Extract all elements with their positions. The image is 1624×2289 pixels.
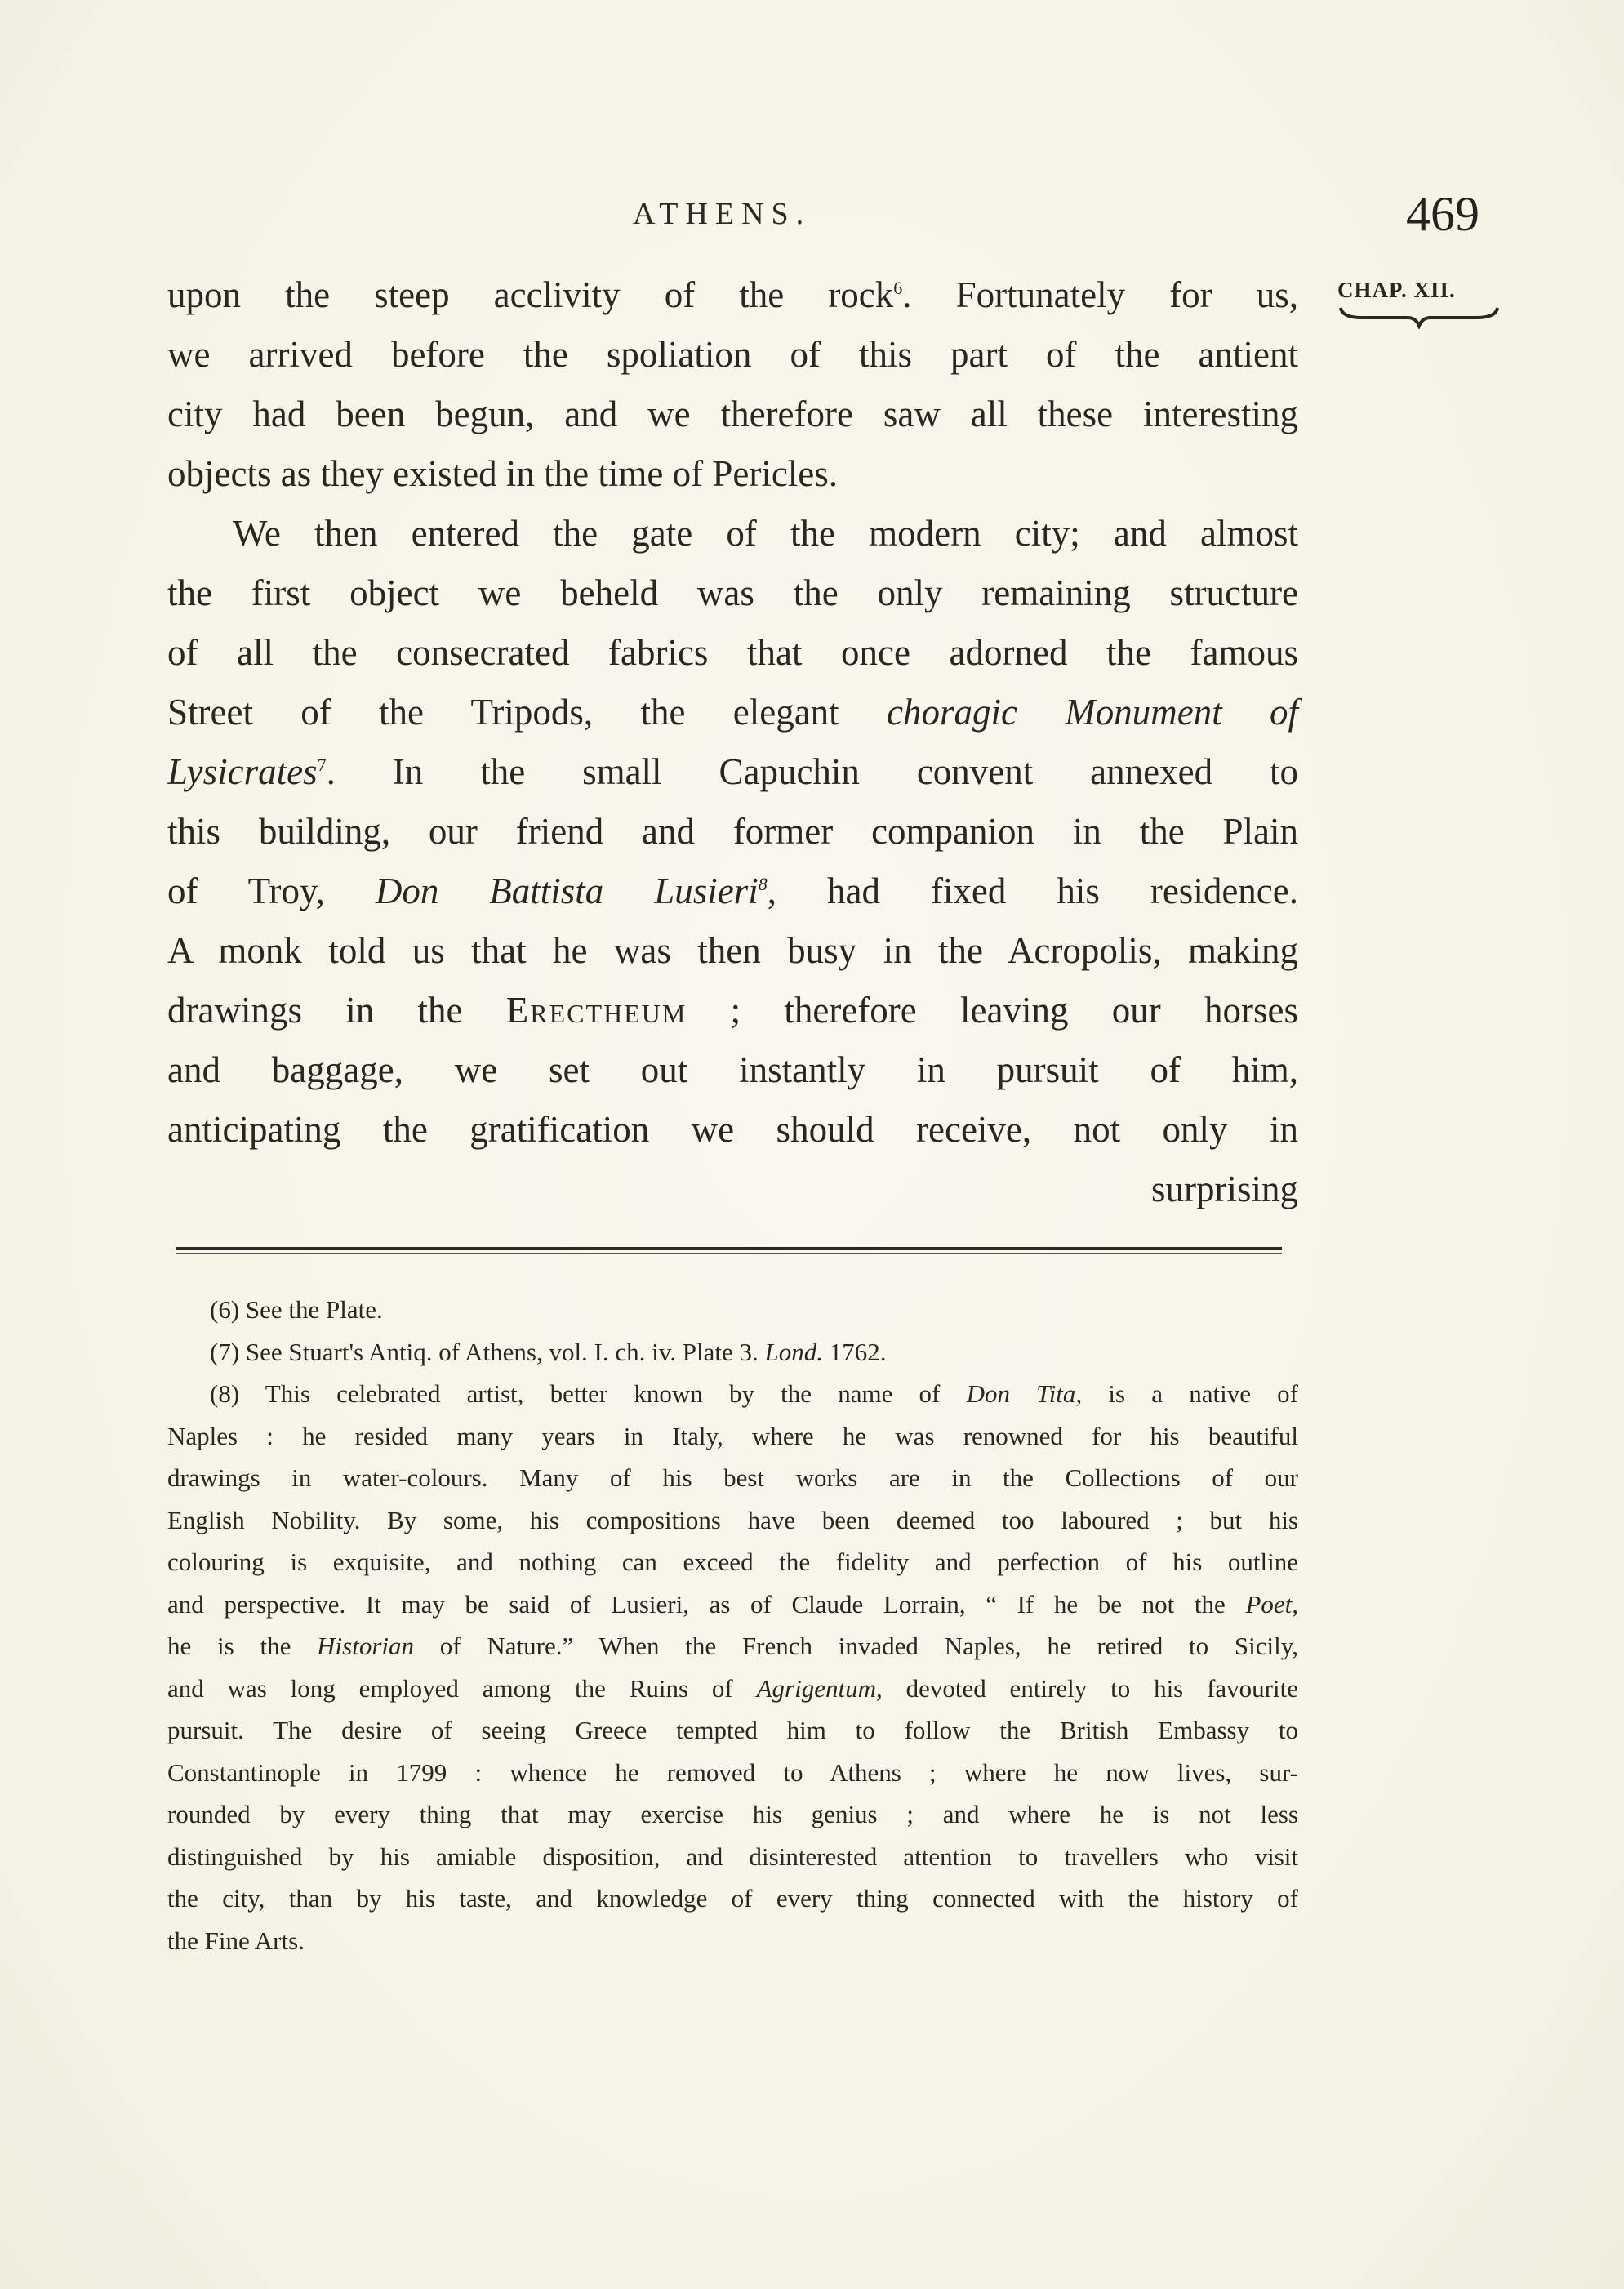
text-line-10: this building, our friend and former companion in the Plain bbox=[167, 811, 1298, 852]
footnote-8-line-3: drawings in water-colours. Many of his best works are in the Collections of our bbox=[167, 1463, 1298, 1492]
running-head bbox=[0, 187, 1624, 245]
text-line-3: city had been begun, and we therefore saw all these interesting bbox=[167, 394, 1298, 434]
running-title: ATHENS. bbox=[633, 197, 812, 231]
text-line-2: we arrived before the spoliation of this part of the antient bbox=[167, 334, 1298, 375]
footnote-8-line-8: and was long employed among the Ruins of Agrigentum, devoted entirely to his favourite bbox=[167, 1673, 1298, 1703]
text-line-5: We then entered the gate of the modern city; and almost bbox=[233, 513, 1298, 554]
text-line-9: Lysicrates$^7$. In the small Capuchin convent annexed to bbox=[167, 751, 1298, 792]
footnote-8-line-10: Constantinople in 1799 : whence he removed to Athens ; where he now lives, sur- bbox=[167, 1757, 1298, 1787]
chapter-label: CHAP. XII. bbox=[1337, 278, 1456, 302]
footnote-8-line-1: (8) This celebrated artist, better known by the name of Don Tita, is a native of bbox=[210, 1379, 1298, 1408]
text-line-6: the first object we beheld was the only remaining structure bbox=[167, 572, 1298, 613]
text-line-12: A monk told us that he was then busy in the Acropolis, making bbox=[167, 930, 1298, 971]
text-line-7: of all the consecrated fabrics that once adorned the famous bbox=[167, 632, 1298, 673]
brace-icon bbox=[1337, 305, 1501, 329]
footnotes bbox=[167, 1289, 1298, 1962]
footnote-6: (6) See the Plate. bbox=[210, 1295, 383, 1324]
text-line-1: upon the steep acclivity of the rock$^6$. Fortunately for us, bbox=[167, 274, 1298, 315]
text-line-11: of Troy, Don Battista Lusieri$^8$, had fixed his residence. bbox=[167, 871, 1298, 911]
footnote-divider-thin bbox=[176, 1253, 1282, 1254]
text-line-15: anticipating the gratification we should receive, not only in bbox=[167, 1109, 1298, 1150]
footnote-8-line-12: distinguished by his amiable disposition, and disinterested attention to travellers who visit bbox=[167, 1841, 1298, 1871]
footnote-divider bbox=[176, 1247, 1282, 1250]
footnote-8-line-13: the city, than by his taste, and knowledge of every thing connected with the history of bbox=[167, 1884, 1298, 1913]
text-line-14: and baggage, we set out instantly in pursuit of him, bbox=[167, 1049, 1298, 1090]
main-text bbox=[167, 265, 1298, 1219]
catchword: surprising bbox=[1151, 1169, 1298, 1209]
page-number: 469 bbox=[1406, 187, 1479, 241]
footnote-8-line-2: Naples : he resided many years in Italy, where he was renowned for his beautiful bbox=[167, 1421, 1298, 1450]
footnote-8-line-4: English Nobility. By some, his compositions have been deemed too laboured ; but his bbox=[167, 1505, 1298, 1534]
chapter-marker bbox=[1337, 278, 1501, 329]
text-line-13: drawings in the Erectheum ; therefore leaving our horses bbox=[167, 990, 1298, 1031]
footnote-8-line-11: rounded by every thing that may exercise his genius ; and where he is not less bbox=[167, 1800, 1298, 1828]
footnote-8-line-6: and perspective. It may be said of Lusieri, as of Claude Lorrain, “ If he be not the Poet, bbox=[167, 1589, 1298, 1619]
footnote-8-line-7: he is the Historian of Nature.” When the French invaded Naples, he retired to Sicily, bbox=[167, 1632, 1298, 1660]
footnote-8-line-5: colouring is exquisite, and nothing can exceed the fidelity and perfection of his outline bbox=[167, 1548, 1298, 1576]
footnote-8-line-14: the Fine Arts. bbox=[167, 1926, 305, 1955]
footnote-7: (7) See Stuart's Antiq. of Athens, vol. I. ch. iv. Plate 3. Lond. 1762. bbox=[210, 1337, 887, 1366]
text-line-4: objects as they existed in the time of Pericles. bbox=[167, 453, 839, 494]
footnote-8-line-9: pursuit. The desire of seeing Greece tempted him to follow the British Embassy to bbox=[167, 1716, 1298, 1744]
text-line-8: Street of the Tripods, the elegant choragic Monument of bbox=[167, 692, 1299, 733]
